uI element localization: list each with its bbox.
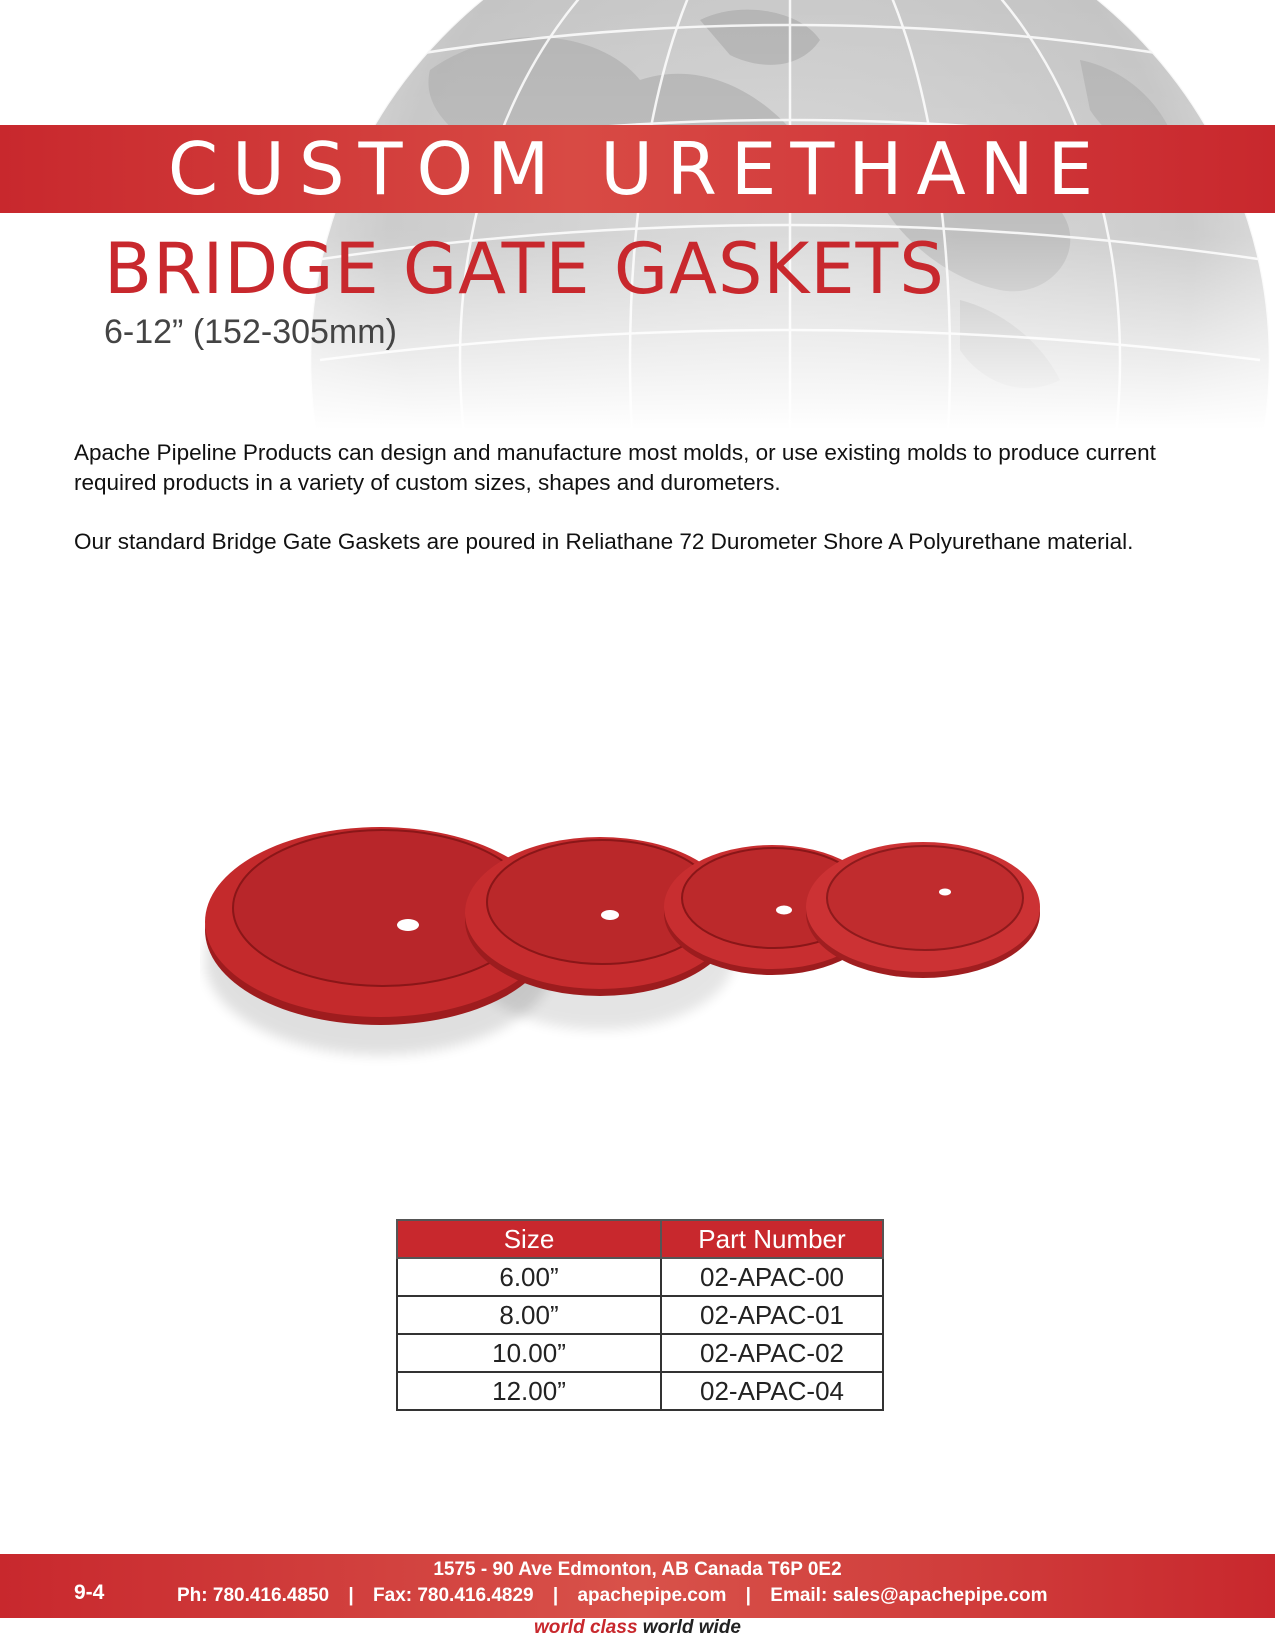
footer-address: 1575 - 90 Ave Edmonton, AB Canada T6P 0E2 [433, 1559, 842, 1580]
column-header-size: Size [397, 1220, 661, 1258]
size-cell: 8.00” [397, 1296, 661, 1334]
footer-separator: | [745, 1585, 751, 1606]
tagline-rest: world wide [642, 1617, 741, 1638]
column-header-part-number: Part Number [661, 1220, 883, 1258]
material-paragraph: Our standard Bridge Gate Gaskets are poured in Reliathane 72 Durometer Shore A Polyurethane material. [74, 529, 1134, 554]
banner-title: CUSTOM URETHANE [167, 127, 1108, 211]
footer-email-link[interactable]: Email: sales@apachepipe.com [770, 1585, 1048, 1606]
part-number-cell: 02-APAC-04 [661, 1372, 883, 1410]
footer-phone: Ph: 780.416.4850 [177, 1585, 330, 1606]
size-cell: 12.00” [397, 1372, 661, 1410]
page-number: 9-4 [74, 1581, 105, 1604]
table-row [397, 1372, 883, 1410]
footer-separator: | [348, 1585, 354, 1606]
footer-bar [0, 1554, 1275, 1618]
table-row [397, 1296, 883, 1334]
tagline-accent: world class [534, 1617, 638, 1638]
part-number-cell: 02-APAC-02 [661, 1334, 883, 1372]
product-title: BRIDGE GATE GASKETS [104, 228, 945, 310]
gaskets-product-photo [200, 770, 1080, 1100]
footer-separator: | [552, 1585, 559, 1606]
table-header-row [397, 1220, 883, 1258]
footer-tagline [0, 1617, 1275, 1639]
gasket-6-inch [806, 842, 1040, 978]
part-number-cell: 02-APAC-00 [661, 1258, 883, 1296]
part-number-cell: 02-APAC-01 [661, 1296, 883, 1334]
table-row [397, 1258, 883, 1296]
globe-background [0, 0, 1275, 430]
size-range: 6-12” (152-305mm) [104, 313, 397, 351]
table-row [397, 1334, 883, 1372]
title-banner [0, 125, 1275, 213]
footer-contact [177, 1585, 1048, 1607]
size-cell: 10.00” [397, 1334, 661, 1372]
footer-website-link[interactable]: apachepipe.com [577, 1585, 727, 1606]
parts-table [396, 1219, 884, 1411]
size-cell: 6.00” [397, 1258, 661, 1296]
intro-paragraph: Apache Pipeline Products can design and manufacture most molds, or use existing molds to produce current required products in a variety of custom sizes, shapes and durometers. [74, 440, 1156, 495]
footer-fax: Fax: 780.416.4829 [373, 1585, 534, 1606]
